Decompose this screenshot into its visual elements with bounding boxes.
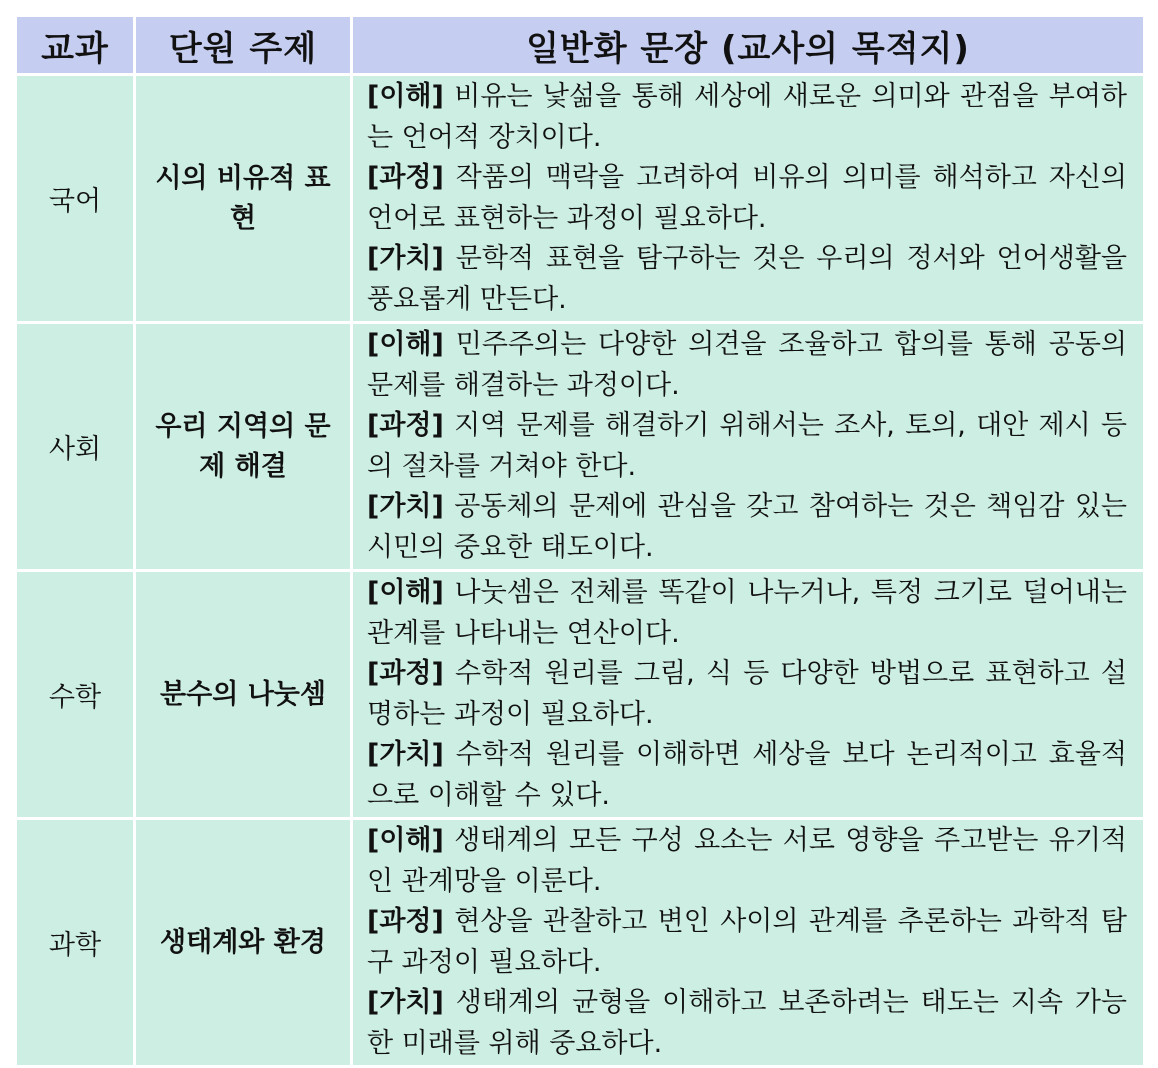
sentence-value (367, 239, 1127, 320)
sentence-process (367, 654, 1127, 735)
generalization-table-container (14, 14, 1144, 1068)
sentence-text: 문학적 표현을 탐구하는 것은 우리의 정서와 언어생활을 풍요롭게 만든다. (367, 243, 1127, 315)
sentence-text: 생태계의 균형을 이해하고 보존하려는 태도는 지속 가능한 미래를 위해 중요하다. (367, 987, 1127, 1059)
subject-cell: 수학 (17, 572, 133, 817)
sentence-text: 현상을 관찰하고 변인 사이의 관계를 추론하는 과학적 탐구 과정이 필요하다. (367, 906, 1127, 978)
sentence-value (367, 487, 1127, 568)
sentence-text: 나눗셈은 전체를 똑같이 나누거나, 특정 크기로 덜어내는 관계를 나타내는 연산이다. (367, 577, 1127, 649)
table-row (17, 324, 1143, 569)
sentence-cell (353, 572, 1143, 817)
sentence-process (367, 902, 1127, 983)
sentence-cell (353, 324, 1143, 569)
sentence-process (367, 406, 1127, 487)
sentence-tag: [이해] (367, 577, 444, 608)
unit-cell: 우리 지역의 문제 해결 (136, 324, 350, 569)
sentence-text: 생태계의 모든 구성 요소는 서로 영향을 주고받는 유기적인 관계망을 이룬다. (367, 825, 1127, 897)
subject-cell: 사회 (17, 324, 133, 569)
sentence-tag: [과정] (367, 658, 444, 689)
sentence-process (367, 158, 1127, 239)
sentence-tag: [과정] (367, 410, 444, 441)
sentence-understanding (367, 325, 1127, 406)
sentence-tag: [가치] (367, 491, 444, 522)
sentence-cell (353, 76, 1143, 321)
subject-cell: 과학 (17, 820, 133, 1065)
generalization-table (14, 14, 1146, 1068)
table-row (17, 820, 1143, 1065)
sentence-text: 수학적 원리를 이해하면 세상을 보다 논리적이고 효율적으로 이해할 수 있다. (367, 739, 1127, 811)
sentence-tag: [가치] (367, 987, 444, 1018)
sentence-tag: [이해] (367, 825, 444, 856)
sentence-text: 비유는 낯섦을 통해 세상에 새로운 의미와 관점을 부여하는 언어적 장치이다. (367, 81, 1127, 153)
subject-cell: 국어 (17, 76, 133, 321)
sentence-text: 민주주의는 다양한 의견을 조율하고 합의를 통해 공동의 문제를 해결하는 과정이다. (367, 329, 1127, 401)
sentence-tag: [과정] (367, 162, 444, 193)
sentence-value (367, 983, 1127, 1064)
sentence-tag: [가치] (367, 243, 444, 274)
header-unit: 단원 주제 (136, 17, 350, 73)
sentence-text: 작품의 맥락을 고려하여 비유의 의미를 해석하고 자신의 언어로 표현하는 과정이 필요하다. (367, 162, 1127, 234)
sentence-understanding (367, 573, 1127, 654)
unit-cell: 분수의 나눗셈 (136, 572, 350, 817)
sentence-tag: [이해] (367, 81, 444, 112)
sentence-tag: [이해] (367, 329, 444, 360)
sentence-tag: [과정] (367, 906, 444, 937)
unit-cell: 시의 비유적 표현 (136, 76, 350, 321)
sentence-understanding (367, 821, 1127, 902)
sentence-cell (353, 820, 1143, 1065)
sentence-value (367, 735, 1127, 816)
header-row (17, 17, 1143, 73)
header-subject: 교과 (17, 17, 133, 73)
sentence-understanding (367, 77, 1127, 158)
sentence-text: 지역 문제를 해결하기 위해서는 조사, 토의, 대안 제시 등의 절차를 거쳐야 한다. (367, 410, 1127, 482)
header-sentence: 일반화 문장 (교사의 목적지) (353, 17, 1143, 73)
table-row (17, 572, 1143, 817)
table-row (17, 76, 1143, 321)
sentence-text: 수학적 원리를 그림, 식 등 다양한 방법으로 표현하고 설명하는 과정이 필요하다. (367, 658, 1127, 730)
unit-cell: 생태계와 환경 (136, 820, 350, 1065)
sentence-text: 공동체의 문제에 관심을 갖고 참여하는 것은 책임감 있는 시민의 중요한 태도이다. (367, 491, 1127, 563)
sentence-tag: [가치] (367, 739, 444, 770)
